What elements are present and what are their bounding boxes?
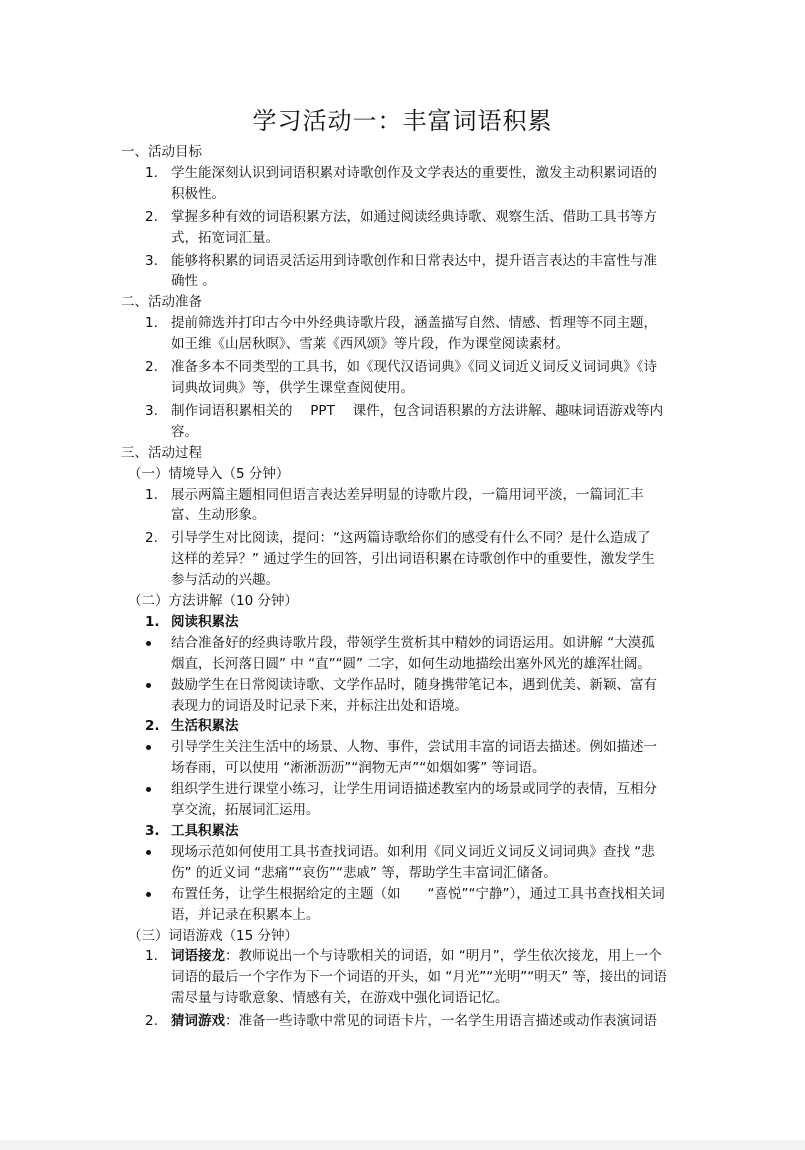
bullet-icon	[146, 892, 151, 897]
bullet-icon	[146, 787, 151, 792]
item-text: 制作词语积累相关的 PPT 课件，包含词语积累的方法讲解、趣味词语游戏等内	[171, 402, 664, 419]
item-text-cont: 参与活动的兴趣。	[171, 572, 279, 589]
bullet-item	[0, 737, 805, 779]
bullet-icon	[146, 683, 151, 688]
subsection-heading-methods: （二）方法讲解（10 分钟）	[128, 593, 298, 610]
bullet-text: 布置任务，让学生根据给定的主题（如 “喜悦”“宁静”），通过工具书查找相关词	[171, 885, 665, 902]
list-number: 2.	[145, 530, 158, 547]
list-number: 1.	[145, 486, 158, 503]
list-number: 1.	[145, 315, 158, 332]
item-text-cont: 需尽量与诗歌意象、情感有关，在游戏中强化词语记忆。	[171, 990, 509, 1007]
list-item	[0, 401, 805, 443]
method-heading	[0, 821, 805, 842]
list-item	[0, 313, 805, 355]
item-text: 能够将积累的词语灵活运用到诗歌创作和日常表达中，提升语言表达的丰富性与准	[171, 252, 657, 269]
bullet-item	[0, 633, 805, 675]
bullet-text: 引导学生关注生活中的场景、人物、事件，尝试用丰富的词语去描述。例如描述一	[171, 739, 657, 756]
list-number: 2.	[145, 359, 158, 376]
item-text-cont: 容。	[171, 423, 198, 440]
page-title: 学习活动一：丰富词语积累	[252, 107, 553, 135]
item-text-cont: 这样的差异？” 通过学生的回答，引出词语积累在诗歌创作中的重要性，激发学生	[171, 551, 655, 568]
bullet-text: 现场示范如何使用工具书查找词语。如利用《同义词近义词反义词词典》查找 “悲	[171, 843, 655, 860]
bullet-text: 鼓励学生在日常阅读诗歌、文学作品时，随身携带笔记本，遇到优美、新颖、富有	[171, 676, 657, 693]
list-number: 1.	[145, 948, 158, 965]
game-name: 猜词游戏	[171, 1013, 225, 1030]
bullet-text-cont: 享交流，拓展词汇运用。	[171, 802, 320, 819]
bullet-text: 结合准备好的经典诗歌片段，带领学生赏析其中精妙的词语运用。如讲解 “大漠孤	[171, 634, 655, 651]
list-number: 3.	[145, 823, 160, 839]
method-heading	[0, 716, 805, 737]
item-text-cont: 词典故词典》等，供学生课堂查阅使用。	[171, 379, 414, 396]
item-text: 提前筛选并打印古今中外经典诗歌片段，涵盖描写自然、情感、哲理等不同主题，	[171, 315, 657, 332]
method-label: 工具积累法	[171, 823, 239, 839]
item-text: 学生能深刻认识到词语积累对诗歌创作及文学表达的重要性，激发主动积累词语的	[171, 164, 657, 181]
method-label: 生活积累法	[171, 718, 239, 735]
section-heading-goals: 一、活动目标	[121, 144, 202, 160]
bullet-icon	[146, 745, 151, 750]
list-item	[0, 163, 805, 205]
list-number: 3.	[145, 402, 158, 419]
list-item	[0, 251, 805, 293]
item-text-cont: 确性 。	[171, 273, 216, 290]
item-text-cont: 积极性。	[171, 185, 225, 202]
list-number: 2.	[145, 718, 160, 735]
bullet-item	[0, 842, 805, 884]
item-text: 展示两篇主题相同但语言表达差异明显的诗歌片段，一篇用词平淡，一篇词汇丰	[171, 486, 644, 503]
document-body	[0, 142, 805, 1032]
method-label: 阅读积累法	[171, 613, 239, 630]
bullet-text-cont: 场春雨，可以使用 “淅淅沥沥”“润物无声”“如烟如雾” 等词语。	[171, 760, 546, 777]
bullet-icon	[146, 641, 151, 646]
item-text-cont: 如王维《山居秋暝》、雪莱《西风颂》等片段，作为课堂阅读素材。	[171, 336, 570, 353]
item-text-cont: 式，拓宽词汇量。	[171, 229, 279, 246]
item-text: 准备多本不同类型的工具书，如《现代汉语词典》《同义词近义词反义词词典》《诗	[171, 359, 657, 376]
bullet-icon	[146, 850, 151, 855]
list-number: 2.	[145, 208, 158, 225]
list-number: 1.	[145, 164, 158, 181]
bullet-item	[0, 779, 805, 821]
method-heading	[0, 612, 805, 633]
list-item	[0, 485, 805, 527]
bullet-item	[0, 884, 805, 926]
bullet-text-cont: 语，并记录在积累本上。	[171, 906, 320, 923]
game-name: 词语接龙	[171, 948, 225, 965]
item-text: 掌握多种有效的词语积累方法，如通过阅读经典诗歌、观察生活、借助工具书等方	[171, 208, 657, 225]
subsection-heading-intro: （一）情境导入（5 分钟）	[128, 465, 290, 482]
list-item	[0, 946, 805, 1009]
item-text: 引导学生对比阅读，提问：“这两篇诗歌给你们的感受有什么不同？是什么造成了	[171, 530, 651, 547]
section-heading-prep: 二、活动准备	[121, 294, 202, 311]
bullet-text: 组织学生进行课堂小练习，让学生用词语描述教室内的场景或同学的表情，互相分	[171, 781, 657, 798]
subsection-heading-games: （三）词语游戏（15 分钟）	[128, 927, 298, 944]
item-text-cont: 富、生动形象。	[171, 507, 266, 524]
list-number: 2.	[145, 1013, 158, 1030]
item-text: ：准备一些诗歌中常见的词语卡片，一名学生用语言描述或动作表演词语	[225, 1013, 657, 1030]
item-text: ：教师说出一个与诗歌相关的词语，如 “明月”，学生依次接龙，用上一个	[225, 948, 662, 965]
bullet-text-cont: 表现力的词语及时记录下来，并标注出处和语境。	[171, 697, 468, 714]
list-item	[0, 207, 805, 249]
list-item	[0, 357, 805, 399]
list-item	[0, 528, 805, 591]
list-number: 3.	[145, 252, 158, 269]
list-item	[0, 1011, 805, 1032]
bullet-text-cont: 伤” 的近义词 “悲痛”“哀伤”“悲戚” 等，帮助学生丰富词汇储备。	[171, 864, 557, 881]
page-bottom-edge	[0, 1140, 805, 1150]
list-number: 1.	[145, 613, 160, 630]
bullet-text-cont: 烟直，长河落日圆” 中 “直”“圆” 二字，如何生动地描绘出塞外风光的雄浑壮阔。	[171, 655, 651, 672]
section-heading-process: 三、活动过程	[121, 444, 202, 461]
item-text-cont: 词语的最后一个字作为下一个词语的开头，如 “月光”“光明”“明天” 等，接出的词语	[171, 969, 668, 986]
bullet-item	[0, 675, 805, 717]
